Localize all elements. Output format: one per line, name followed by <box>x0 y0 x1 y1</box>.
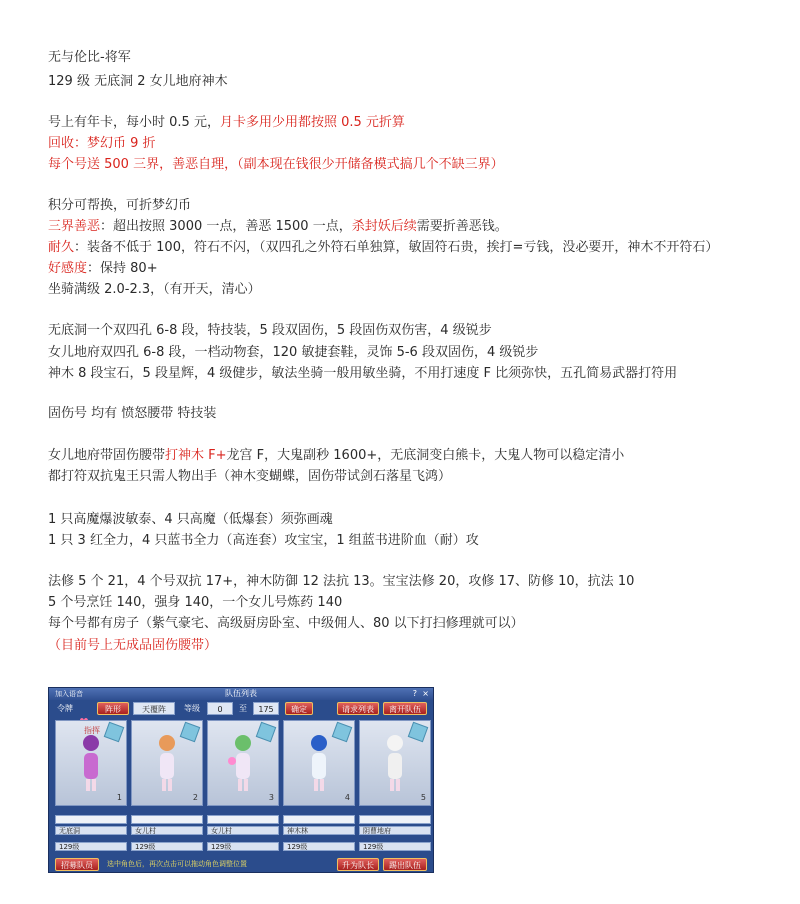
panel-title: 队伍列表 <box>225 689 257 698</box>
member-card-2[interactable] <box>131 720 203 806</box>
level-max-input[interactable]: 175 <box>253 702 279 715</box>
member-name-1 <box>55 815 127 824</box>
leave-team-button[interactable]: 离开队伍 <box>383 702 427 715</box>
confirm-button[interactable]: 确定 <box>285 702 313 715</box>
card-icon <box>332 722 353 743</box>
member-level-5: 129级 <box>359 842 431 851</box>
line-belt-a: 女儿地府带固伤腰带 <box>48 448 166 463</box>
member-school-4: 神木林 <box>283 826 355 835</box>
line-card <box>48 114 405 132</box>
invite-button[interactable]: 招募队员 <box>55 858 99 871</box>
member-card-3[interactable] <box>207 720 279 806</box>
line-shane-c: 杀封妖后续 <box>351 219 417 234</box>
card-icon <box>256 722 277 743</box>
line-shenmu: 神木 8 段宝石，5 段星辉，4 级健步，敏法坐骑一般用敏坐骑，不用打速度 F 比须弥快，五孔简易武器打符用 <box>48 366 678 381</box>
card-icon <box>408 722 429 743</box>
panel-titlebar <box>49 688 433 700</box>
line-belt-c: 龙宫 F，大鬼副秒 1600+，无底洞变白熊卡，大鬼人物可以稳定清小 <box>226 448 625 463</box>
token-label: 令牌 <box>57 704 73 713</box>
line-note: （目前号上无成品固伤腰带） <box>48 638 218 653</box>
line-pets2: 1 只 3 红全力，4 只蓝书全力（高连套）攻宝宝，1 组蓝书进阶血（耐）攻 <box>48 533 479 548</box>
member-number: 2 <box>192 793 198 802</box>
line-durability <box>48 239 718 257</box>
command-tag: 指挥 <box>84 726 100 735</box>
member-level-3: 129级 <box>207 842 279 851</box>
character-figure <box>304 731 334 793</box>
line-shane <box>48 218 508 236</box>
line-gushang: 固伤号 均有 愤怒腰带 特技装 <box>48 406 217 421</box>
member-name-3 <box>207 815 279 824</box>
member-school-5: 阴曹地府 <box>359 826 431 835</box>
line-card-a: 号上有年卡，每小时 0.5 元， <box>48 115 220 130</box>
member-level-1: 129级 <box>55 842 127 851</box>
close-icon[interactable]: × <box>422 689 429 698</box>
formation-value: 天覆阵 <box>133 702 175 715</box>
kick-member-button[interactable]: 踢出队伍 <box>383 858 427 871</box>
line-wudidong: 无底洞一个双四孔 6-8 段，特技装，5 段双固伤，5 段固伤双伤害，4 级锐步 <box>48 323 492 338</box>
line-durability-b: ：装备不低于 100，符石不闪，（双四孔之外符石单独算，敏固符石贵，挨打=亏钱，没必要开，神木不开符石） <box>74 240 719 255</box>
member-number: 3 <box>268 793 274 802</box>
line-nver: 女儿地府双四孔 6-8 段，一档动物套，120 敏捷套鞋，灵饰 5-6 段双固伤，4 级锐步 <box>48 345 539 360</box>
line-mount: 坐骑满级 2.0-2.3，（有开天，清心） <box>48 282 261 297</box>
character-figure <box>228 731 258 793</box>
line-skills: 5 个号烹饪 140，强身 140，一个女儿号炼药 140 <box>48 595 343 610</box>
card-icon <box>180 722 201 743</box>
voice-tab[interactable]: 加入语音 <box>55 690 83 698</box>
line-pets1: 1 只高魔爆波敏泰、4 只高魔（低爆套）须弥画魂 <box>48 512 333 527</box>
drag-hint: 选中角色后，再次点击可以拖动角色调整位置 <box>107 860 247 868</box>
member-school-3: 女儿村 <box>207 826 279 835</box>
line-shane-a: 三界善恶 <box>48 219 101 234</box>
team-list-panel <box>48 687 434 873</box>
line-belt-b: 打神木 F+ <box>165 448 227 463</box>
level-min-input[interactable]: 0 <box>207 702 233 715</box>
line-favor-a: 好感度 <box>48 261 88 276</box>
line-sanjie: 每个号送 500 三界，善恶自理，（副本现在钱很少开储备模式搞几个不缺三界） <box>48 157 504 172</box>
panel-bottom-bar <box>49 856 433 872</box>
line-cultivation: 法修 5 个 21，4 个号双抗 17+，神木防御 12 法抗 13。宝宝法修 20，攻修 17、防修 10，抗法 10 <box>48 574 635 589</box>
member-name-2 <box>131 815 203 824</box>
member-number: 5 <box>420 793 426 802</box>
line-favor <box>48 260 158 278</box>
character-figure <box>152 731 182 793</box>
line-recycle: 回收：梦幻币 9 折 <box>48 136 156 151</box>
member-school-2: 女儿村 <box>131 826 203 835</box>
member-level-2: 129级 <box>131 842 203 851</box>
member-card-1[interactable] <box>55 720 127 806</box>
level-to-label: 至 <box>239 704 247 713</box>
line-level: 129 级 无底洞 2 女儿地府神木 <box>48 74 228 89</box>
panel-toolbar <box>49 702 433 718</box>
promote-leader-button[interactable]: 升为队长 <box>337 858 379 871</box>
card-icon <box>104 722 125 743</box>
help-icon[interactable]: ? <box>412 689 417 698</box>
formation-button[interactable]: 阵形 <box>97 702 129 715</box>
line-durability-a: 耐久 <box>48 240 75 255</box>
member-level-4: 129级 <box>283 842 355 851</box>
member-card-5[interactable] <box>359 720 431 806</box>
character-figure <box>380 731 410 793</box>
line-points: 积分可帮换，可折梦幻币 <box>48 198 192 213</box>
character-figure <box>76 731 106 793</box>
member-number: 4 <box>344 793 350 802</box>
level-label: 等级 <box>184 704 200 713</box>
line-belt <box>48 447 624 465</box>
member-name-5 <box>359 815 431 824</box>
line-fu: 都打符双抗鬼王只需人物出手（神木变蝴蝶，固伤带试剑石落星飞鸿） <box>48 469 452 484</box>
line-favor-b: ：保持 80+ <box>87 261 158 276</box>
line-title: 无与伦比-将军 <box>48 50 131 65</box>
line-card-b: 月卡多用少用都按照 0.5 元折算 <box>219 115 405 130</box>
line-shane-d: 需要折善恶钱。 <box>416 219 508 234</box>
member-school-1: 无底洞 <box>55 826 127 835</box>
line-house: 每个号都有房子（紫气豪宅、高级厨房卧室、中级佣人、80 以下打扫修理就可以） <box>48 616 524 631</box>
member-number: 1 <box>116 793 122 802</box>
line-shane-b: ：超出按照 3000 一点，善恶 1500 一点， <box>100 219 352 234</box>
member-name-4 <box>283 815 355 824</box>
request-list-button[interactable]: 请求列表 <box>337 702 379 715</box>
member-card-4[interactable] <box>283 720 355 806</box>
